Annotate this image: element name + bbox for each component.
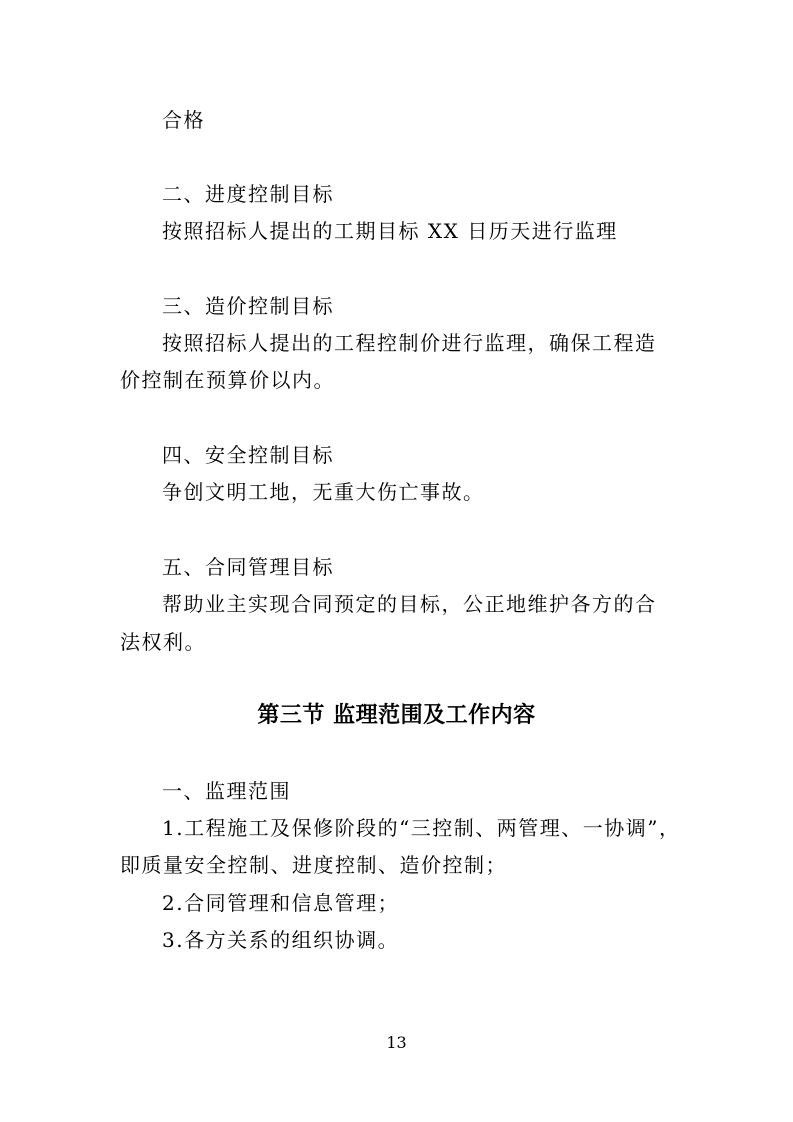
subheading-safety-control: 四、安全控制目标	[162, 443, 334, 467]
list-item-continuation: 即质量安全控制、进度控制、造价控制；	[120, 853, 507, 877]
paragraph-line: 帮助业主实现合同预定的目标，公正地维护各方的合	[162, 592, 657, 616]
list-item: 1.工程施工及保修阶段的“三控制、两管理、一协调”，	[162, 816, 681, 840]
paragraph-line: 争创文明工地，无重大伤亡事故。	[162, 480, 485, 504]
paragraph-line: 按照招标人提出的工程控制价进行监理，确保工程造	[162, 331, 657, 355]
paragraph-line: 按照招标人提出的工期目标 XX 日历天进行监理	[162, 219, 618, 243]
paragraph-line: 法权利。	[120, 630, 206, 654]
subheading-schedule-control: 二、进度控制目标	[162, 182, 334, 206]
subheading-supervision-scope: 一、监理范围	[162, 779, 291, 803]
page-number: 13	[386, 1033, 407, 1052]
paragraph-line: 合格	[162, 108, 205, 132]
subheading-cost-control: 三、造价控制目标	[162, 294, 334, 318]
subheading-contract-management: 五、合同管理目标	[162, 555, 334, 579]
list-item: 2.合同管理和信息管理；	[162, 891, 400, 915]
list-item: 3.各方关系的组织协调。	[162, 928, 400, 952]
paragraph-line: 价控制在预算价以内。	[120, 368, 335, 392]
section-heading: 第三节 监理范围及工作内容	[257, 703, 536, 728]
